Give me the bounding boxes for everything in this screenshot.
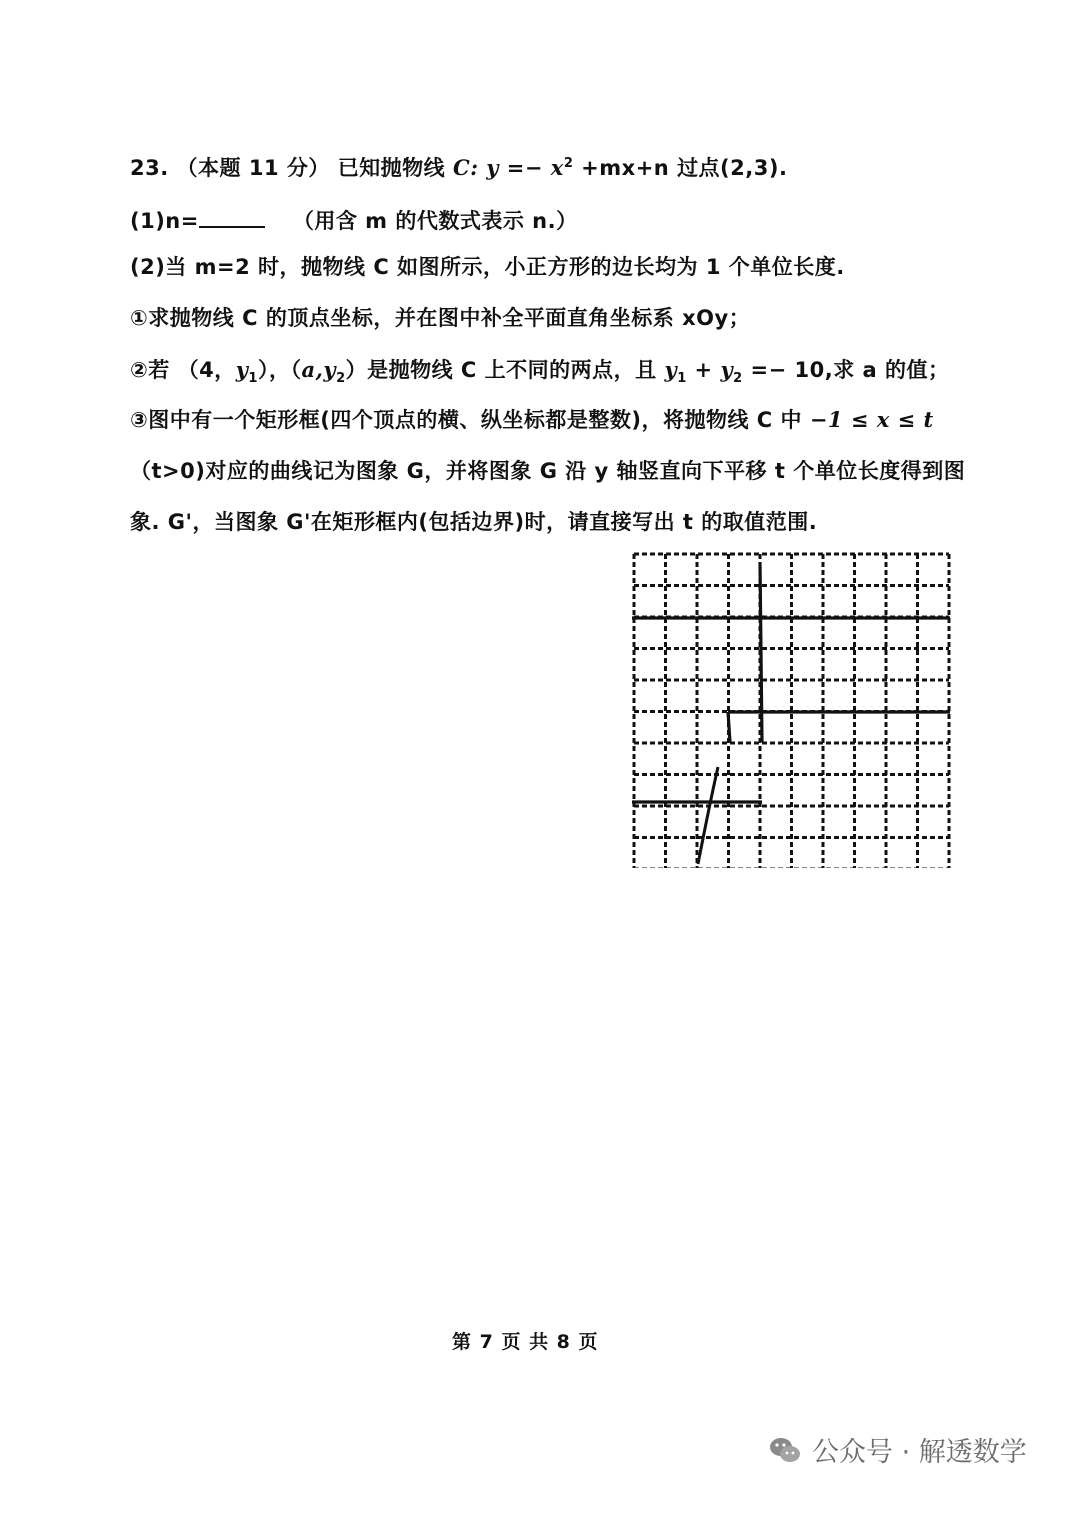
problem-line-7: （t>0)对应的曲线记为图象 G，并将图象 G 沿 y 轴竖直向下平移 t 个单位长度得到图 (130, 459, 966, 483)
problem-line-1 (130, 152, 787, 182)
grid-svg (632, 552, 956, 868)
part2-text-a: ②若 （4， (130, 358, 236, 382)
var-y2-sub: 2 (336, 371, 346, 387)
part3-text: ③图中有一个矩形框(四个顶点的横、纵坐标都是整数)，将抛物线 C 中 (130, 408, 803, 432)
rect-vertical-edge (760, 562, 762, 742)
problem-points: （本题 11 分） (176, 156, 330, 180)
sum-y1: y (664, 357, 678, 382)
problem-line-6 (130, 404, 934, 434)
page-footer: 第 7 页 共 8 页 (452, 1331, 599, 1353)
answer-blank (199, 208, 265, 228)
problem-number: 23. (130, 156, 169, 180)
part1-prefix: (1)n= (130, 209, 199, 233)
problem-line-5 (130, 354, 950, 386)
wechat-icon (768, 1433, 802, 1467)
equation-exponent: 2 (563, 156, 574, 171)
var-a-y2: a,y (301, 357, 337, 382)
grid-figure (632, 552, 956, 868)
sum-y1-sub: 1 (677, 371, 687, 387)
problem-line-4: ①求抛物线 C 的顶点坐标，并在图中补全平面直角坐标系 xOy； (130, 306, 751, 330)
problem-given-point: 过点(2,3). (677, 156, 788, 180)
var-y1-sub: 1 (248, 371, 258, 387)
part2-text-c: ）是抛物线 C 上不同的两点，且 (345, 358, 657, 382)
rect-short-vertical (728, 712, 730, 742)
part3-inequality: −1 ≤ x ≤ t (809, 407, 934, 432)
sum-y2-sub: 2 (733, 371, 743, 387)
part1-note: （用含 m 的代数式表示 n.） (292, 209, 578, 233)
watermark-text: 公众号 · 解透数学 (812, 1437, 1027, 1468)
parabola-curve (698, 767, 718, 864)
problem-line-2 (130, 205, 578, 235)
sum-plus-y2: + y (686, 357, 734, 382)
equation-lhs: C: y =− x (453, 155, 564, 180)
part2-text-d: =− 10,求 a 的值； (742, 358, 950, 382)
equation-rhs: +mx+n (581, 156, 670, 180)
watermark (768, 1430, 1027, 1469)
problem-line-3: (2)当 m=2 时，抛物线 C 如图所示，小正方形的边长均为 1 个单位长度. (130, 255, 845, 279)
var-y1: y (235, 357, 249, 382)
problem-line-8: 象. G'，当图象 G'在矩形框内(包括边界)时，请直接写出 t 的取值范围. (130, 510, 818, 534)
problem-intro: 已知抛物线 (337, 156, 446, 180)
part2-text-b: ），（ (257, 358, 302, 382)
